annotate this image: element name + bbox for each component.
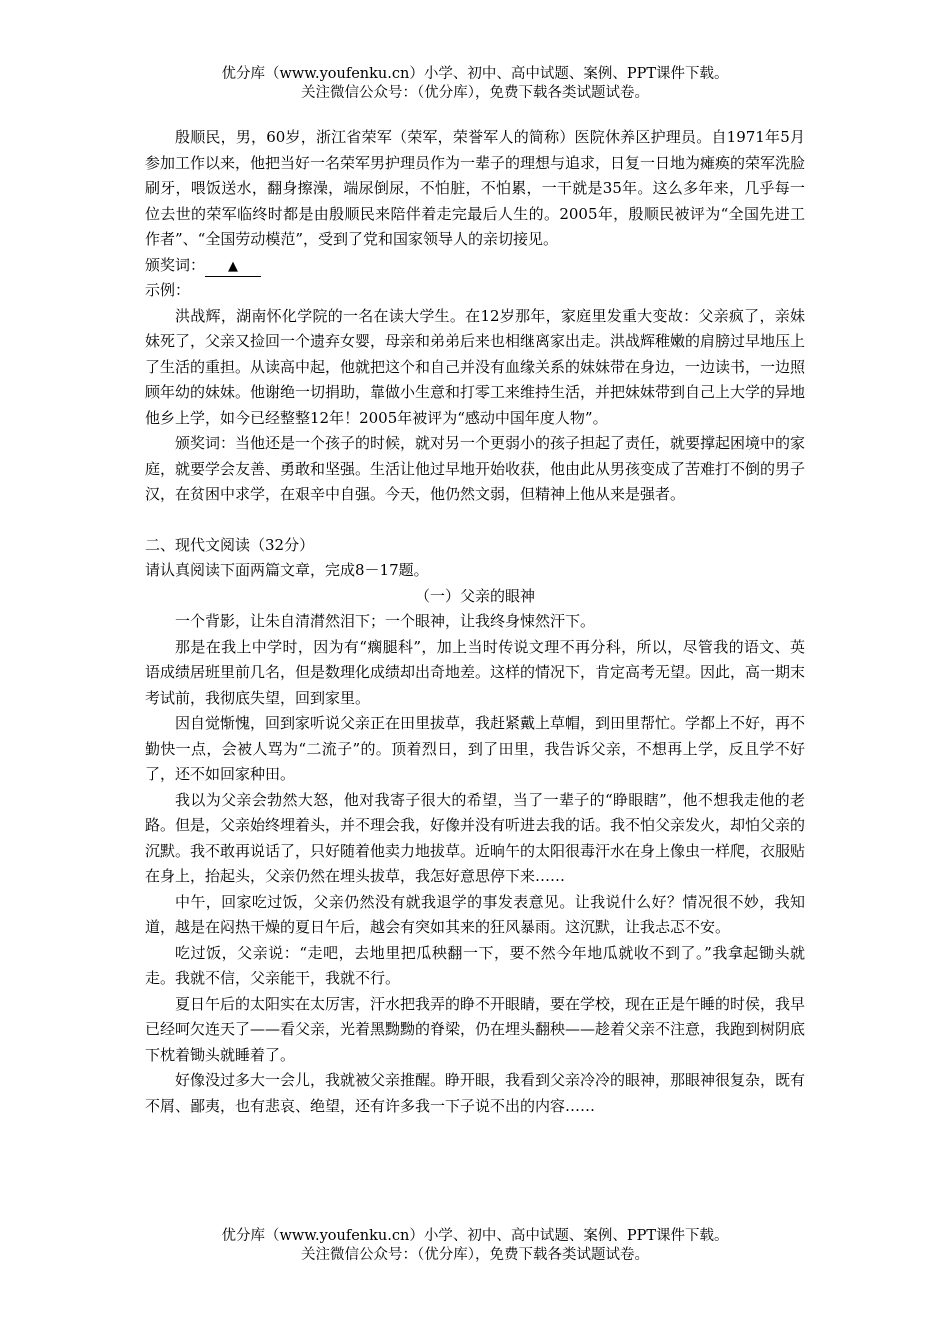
example-citation: 颁奖词：当他还是一个孩子的时候，就对另一个更弱小的孩子担起了责任，就要撑起困境中的家庭，就要学会友善、勇敢和坚强。生活让他过早地开始收获，他由此从男孩变成了苦难打不倒的男子汉，在贫困中求学，在艰辛中自强。今天，他仍然文弱，但精神上他从来是强者。 [145,434,806,503]
citation-label: 颁奖词： [145,255,206,274]
article-paragraph: 一个背影，让朱自清潸然泪下；一个眼神，让我终身悚然汗下。 [175,612,596,630]
article-paragraph: 夏日午后的太阳实在太厉害，汗水把我弄的睁不开眼睛，要在学校，现在正是午睡的时侯，我早已经呵欠连天了——看父亲，光着黑黝黝的脊梁，仍在埋头翻秧——趁着父亲不注意，我跑到树阴底下枕着锄头就睡着了。 [145,994,806,1064]
example-paragraph: 洪战辉，湖南怀化学院的一名在读大学生。在12岁那年，家庭里发重大变故：父亲疯了，亲妹妹死了，父亲又捡回一个遗弃女婴，母亲和弟弟后来也相继离家出走。洪战辉稚嫩的肩膀过早地压上了生活的重担。从读高中起，他就把这个和自己并没有血缘关系的妹妹带在身边，一边读书，一边照顾年幼的妹妹。他谢绝一切捐助，靠做小生意和打零工来维持生活，并把妹妹带到自己上大学的异地他乡上学，如今已经整整12年！2005年被评为“感动中国年度人物”。 [145,306,806,427]
article-paragraph: 吃过饭，父亲说：“走吧，去地里把瓜秧翻一下，要不然今年地瓜就收不到了。”我拿起锄头就走。我就不信，父亲能干，我就不行。 [145,943,805,987]
article-title: （一）父亲的眼神 [414,586,535,605]
article-paragraph: 我以为父亲会勃然大怒，他对我寄子很大的希望，当了一辈子的“睁眼瞎”，他不想我走他的老路。但是，父亲始终埋着头，并不理会我，好像并没有听进去我的话。我不怕父亲发火，却怕父亲的沉默。我不敢再说话了，只好随着他卖力地拔草。近晌午的太阳很毒汗水在身上像虫一样爬，衣服贴在身上，抬起头，父亲仍然在埋头拔草，我怎好意思停下来…… [145,790,806,885]
header-line-1: 优分库（www.youfenku.cn）小学、初中、高中试题、案例、PPT课件下载。 [221,66,729,82]
article-paragraph: 那是在我上中学时，因为有“瘸腿科”，加上当时传说文理不再分科，所以，尽管我的语文、英语成绩居班里前几名，但是数理化成绩却出奇地差。这样的情况下，肯定高考无望。因此，高一期末考试前，我彻底失望，回到家里。 [145,637,806,707]
triangle-marker-icon: ▲ [228,258,239,274]
section-instruction: 请认真阅读下面两篇文章，完成8－17题。 [145,561,429,579]
footer-line-2: 关注微信公众号：（优分库），免费下载各类试题试卷。 [301,1247,649,1263]
document-body [145,125,805,1119]
award-citation-line [145,253,805,279]
article-paragraph: 因自觉惭愧，回到家听说父亲正在田里拔草，我赶紧戴上草帽，到田里帮忙。学都上不好，再不勤快一点，会被人骂为“二流子”的。顶着烈日，到了田里，我告诉父亲，不想再上学，反且学不好了，还不如回家种田。 [145,714,806,783]
answer-blank [205,258,261,277]
footer-line-1: 优分库（www.youfenku.cn）小学、初中、高中试题、案例、PPT课件下载。 [221,1228,729,1244]
page-header [0,65,950,103]
page-footer [0,1227,950,1265]
award-person-paragraph: 殷顺民，男，60岁，浙江省荣军（荣军，荣誉军人的简称）医院休养区护理员。自1971年5月参加工作以来，他把当好一名荣军男护理员作为一辈子的理想与追求，日复一日地为瘫痪的荣军洗脸刷牙，喂饭送水，翻身擦澡，端尿倒尿，不怕脏，不怕累，一干就是35年。这么多年来，几乎每一位去世的荣军临终时都是由殷顺民来陪伴着走完最后人生的。2005年，殷顺民被评为“全国先进工作者”、“全国劳动模范”，受到了党和国家领导人的亲切接见。 [145,128,806,248]
section-heading: 二、现代文阅读（32分） [145,535,315,554]
section-gap [145,508,805,533]
example-label: 示例： [145,281,191,299]
article-paragraph: 中午，回家吃过饭，父亲仍然没有就我退学的事发表意见。让我说什么好？情况很不妙，我知道，越是在闷热干燥的夏日午后，越会有突如其来的狂风暴雨。这沉默，让我忐忑不安。 [145,892,805,936]
article-paragraph: 好像没过多大一会儿，我就被父亲推醒。睁开眼，我看到父亲冷冷的眼神，那眼神很复杂，既有不屑、鄙夷，也有悲哀、绝望，还有许多我一下子说不出的内容…… [145,1071,806,1115]
header-line-2: 关注微信公众号：（优分库），免费下载各类试题试卷。 [301,85,649,101]
